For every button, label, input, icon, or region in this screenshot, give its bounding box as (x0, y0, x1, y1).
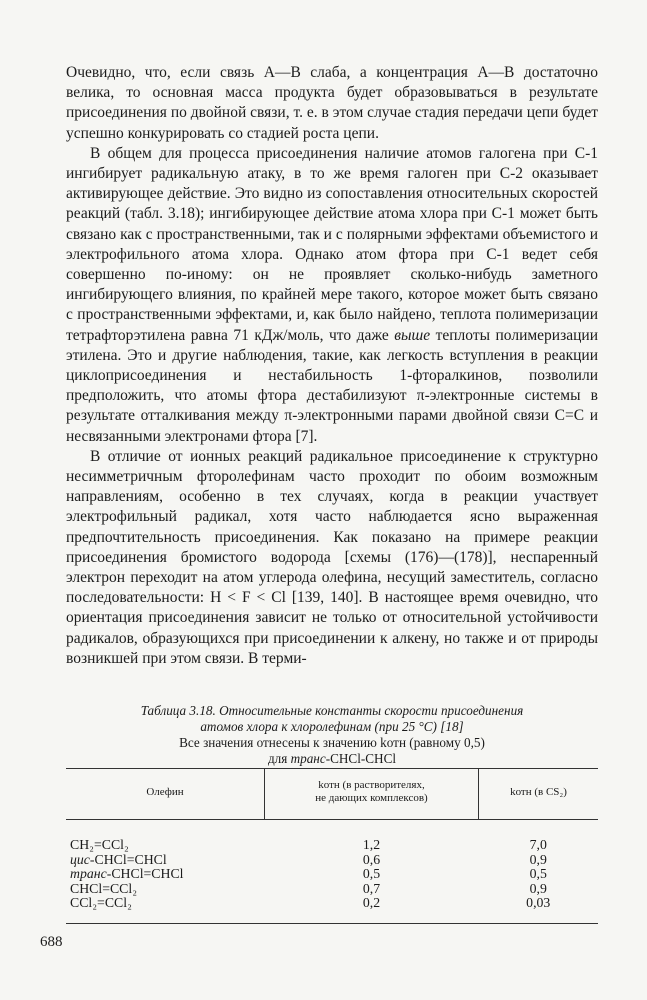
note-prefix: для (267, 751, 291, 766)
olefin-cell (66, 820, 265, 853)
cs2-value: 0,9 (529, 851, 547, 867)
solvent-value: 1,2 (362, 837, 381, 852)
table-note-line-2 (66, 751, 598, 767)
emphasis-word: выше (394, 326, 431, 344)
table-title-line-1: Таблица 3.18. Относительные константы скорости присоединения (140, 703, 524, 718)
solvent-value: 0,6 (362, 851, 381, 867)
olefin-formula: -CHCl=CHCl (106, 866, 184, 881)
table-row (66, 882, 598, 897)
olefin-prefix: транс (70, 866, 107, 881)
header-cs2: kотн (в CS₂) (479, 769, 599, 820)
cs2-value: 7,0 (529, 837, 547, 852)
solvent-value: 0,5 (362, 866, 381, 881)
olefin-formula: CH₂=CCl₂ (70, 837, 129, 852)
paragraph-2-text-a: В общем для процесса присоединения наличие атомов галогена при C-1 ингибирует радикальную атаку, в то же время галоген при C-2 оказывает активирующее действие. Это видно из сопоставления относительных скоростей реакций (табл. 3.18); ингибирующее действие атома хлора при C-1 может быть связано как с пространственными, так и с полярными эффектами объемистого и электрофильного атома хлора. Однако атом фтора при C-1 ведет себя совершенно по-иному: он не проявляет сколько-нибудь заметного ингибирующего влияния, по крайней мере такого, которое может быть связано с пространственными эффектами, и, как было найдено, теплота полимеризации тетрафторэтилена равна 71 кДж/моль, что даже (66, 144, 598, 344)
note-suffix: -CHCl-CHCl (325, 751, 397, 766)
body-text (66, 63, 598, 669)
paragraph-1 (66, 63, 598, 144)
table-caption (66, 703, 598, 767)
table-row (66, 896, 598, 923)
paragraph-2-text-b: теплоты полимеризации этилена. Это и другие наблюдения, такие, как легкость вступления в реакции циклоприсоединения и нестабильность 1-фторалкинов, позволили предположить, что атомы фтора дестабилизуют π-электронные системы в результате отталкивания между π-электронными парами двойной связи C=C и несвязанными электронами фтора [7]. (66, 326, 598, 445)
olefin-prefix: цис (70, 851, 90, 867)
rate-constants-table (66, 768, 598, 924)
olefin-formula: CHCl=CCl₂ (70, 880, 138, 896)
cs2-value: 0,03 (479, 896, 599, 923)
paragraph-3-text: В отличие от ионных реакций радикальное присоединение к структурно несимметричным фторолефинам часто проходит по обоим возможным направлениям, особенно в тех случаях, когда в реакции участвует электрофильный радикал, хотя часто наблюдается ясно выраженная предпочтительность присоединения. Как показано на примере реакции присоединения бромистого водорода [схемы (176)—(178)], неспаренный электрон переходит на атом углерода олефина, несущий заместитель, согласно последовательности: H < F < Cl [139, 140]. В настоящее время очевидно, что ориентация присоединения зависит не только от относительной устойчивости радикалов, образующихся при присоединении к алкену, но также и от природы возникшей при этом связи. В терми- (66, 447, 598, 667)
table-header-row (66, 769, 598, 820)
paragraph-1-text: Очевидно, что, если связь A—B слаба, а концентрация A—B достаточно велика, то основная масса продукта будет образовываться в результате присоединения по двойной связи, т. е. в этом случае стадия передачи цепи будет успешно конкурировать со стадией роста цепи. (66, 64, 598, 142)
note-italic: транс (290, 751, 326, 766)
olefin-cell (66, 853, 265, 868)
olefin-formula: CCl₂=CCl₂ (70, 895, 132, 910)
table-note-line-1: Все значения отнесены к значению kотн (равному 0,5) (179, 735, 485, 750)
olefin-cell (66, 867, 265, 882)
paragraph-2 (66, 144, 598, 447)
header-solvent (265, 769, 479, 820)
page-number: 688 (40, 934, 63, 950)
cs2-value: 0,5 (529, 866, 547, 881)
paragraph-3 (66, 447, 598, 669)
table-row (66, 867, 598, 882)
header-solvent-line-1: kотн (в растворителях, (318, 779, 425, 791)
solvent-value: 0,2 (265, 896, 479, 923)
olefin-cell (66, 882, 265, 897)
table-row (66, 820, 598, 853)
olefin-formula: -CHCl=CHCl (89, 851, 167, 867)
table-title-line-2: атомов хлора к хлоролефинам (при 25 °C) [18] (200, 719, 464, 734)
header-solvent-line-2: не дающих комплексов) (315, 792, 428, 804)
header-olefin: Олефин (66, 769, 265, 820)
cs2-value: 0,9 (529, 880, 547, 896)
table-row (66, 853, 598, 868)
olefin-cell (66, 896, 265, 923)
solvent-value: 0,7 (362, 880, 381, 896)
